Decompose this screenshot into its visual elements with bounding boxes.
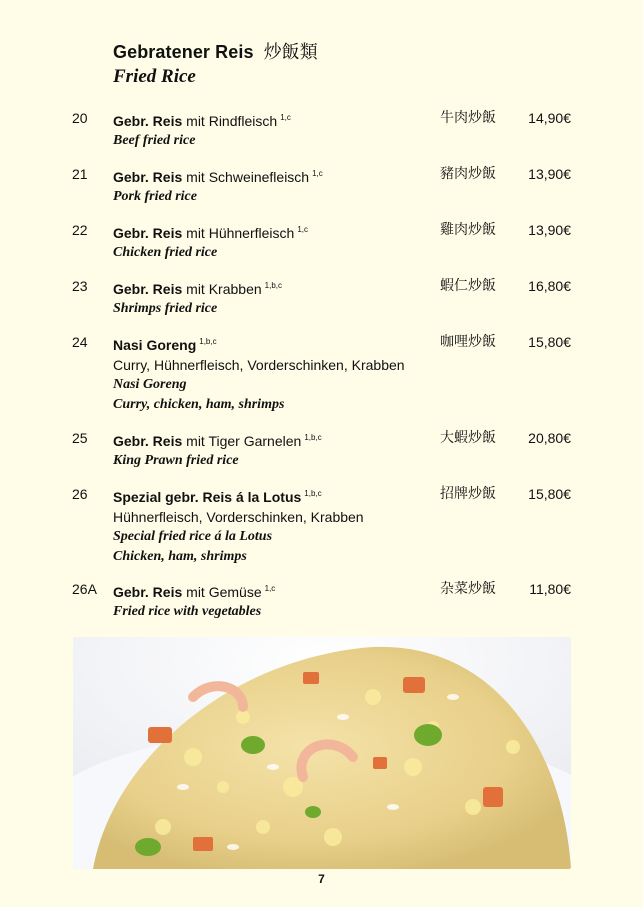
item-description	[113, 332, 433, 415]
item-name-rest: mit Krabben	[182, 281, 262, 297]
item-price: 15,80€	[528, 334, 571, 350]
item-name	[113, 276, 433, 299]
item-chinese-name: 招牌炒飯	[440, 486, 496, 502]
item-description	[113, 164, 433, 207]
section-header	[113, 38, 318, 88]
item-chinese-name: 杂菜炒飯	[440, 581, 496, 597]
item-number: 26A	[72, 581, 97, 597]
item-english: Beef fried rice	[113, 133, 196, 148]
item-name	[113, 108, 433, 131]
section-title-cn: 炒飯類	[263, 42, 318, 63]
item-english: Chicken fried rice	[113, 245, 218, 260]
item-english: Fried rice with vegetables	[113, 604, 262, 619]
item-name-rest: mit Tiger Garnelen	[182, 433, 302, 449]
section-title	[113, 38, 318, 64]
item-name-rest: mit Hühnerfleisch	[182, 225, 295, 241]
item-english: King Prawn fried rice	[113, 453, 239, 468]
item-number: 26	[72, 486, 88, 502]
page-number: 7	[318, 872, 325, 886]
item-name	[113, 579, 433, 602]
item-price: 13,90€	[528, 166, 571, 182]
section-title-de: Gebratener Reis	[113, 42, 254, 62]
allergen-codes: 1,c	[280, 113, 291, 122]
item-english: Nasi Goreng	[113, 377, 187, 392]
item-name-rest: mit Schweinefleisch	[182, 169, 310, 185]
item-price: 16,80€	[528, 278, 571, 294]
item-name-bold: Spezial gebr. Reis á la Lotus	[113, 489, 302, 505]
item-name	[113, 220, 433, 243]
item-english: Pork fried rice	[113, 189, 197, 204]
item-price: 14,90€	[528, 110, 571, 126]
item-price: 15,80€	[528, 486, 571, 502]
item-price: 11,80€	[529, 581, 571, 597]
allergen-codes: 1,b,c	[264, 281, 282, 290]
item-name-bold: Gebr. Reis	[113, 433, 183, 449]
item-name	[113, 484, 433, 507]
item-name	[113, 164, 433, 187]
item-chinese-name: 咖哩炒飯	[440, 334, 496, 350]
item-name-bold: Gebr. Reis	[113, 225, 183, 241]
item-chinese-name: 牛肉炒飯	[440, 110, 496, 126]
allergen-codes: 1,b,c	[304, 433, 322, 442]
item-number: 25	[72, 430, 88, 446]
item-english: Shrimps fried rice	[113, 301, 218, 316]
item-number: 24	[72, 334, 88, 350]
item-number: 21	[72, 166, 88, 182]
item-ingredients: Curry, Hühnerfleisch, Vorderschinken, Krabben	[113, 357, 405, 373]
item-number: 22	[72, 222, 88, 238]
item-number: 20	[72, 110, 88, 126]
item-name-bold: Nasi Goreng	[113, 337, 197, 353]
item-english: Chicken, ham, shrimps	[113, 549, 247, 564]
allergen-codes: 1,b,c	[199, 337, 217, 346]
item-description	[113, 579, 433, 622]
item-english: Curry, chicken, ham, shrimps	[113, 397, 285, 412]
item-chinese-name: 蝦仁炒飯	[440, 278, 496, 294]
item-description	[113, 428, 433, 471]
fried-rice-photo	[73, 637, 571, 869]
item-name-bold: Gebr. Reis	[113, 281, 183, 297]
item-name-rest: mit Gemüse	[182, 584, 262, 600]
item-chinese-name: 豬肉炒飯	[440, 166, 496, 182]
item-name-bold: Gebr. Reis	[113, 584, 183, 600]
item-number: 23	[72, 278, 88, 294]
item-name-bold: Gebr. Reis	[113, 169, 183, 185]
item-description	[113, 108, 433, 151]
allergen-codes: 1,c	[312, 169, 323, 178]
item-english: Special fried rice á la Lotus	[113, 529, 273, 544]
item-ingredients: Hühnerfleisch, Vorderschinken, Krabben	[113, 509, 364, 525]
item-name-bold: Gebr. Reis	[113, 113, 183, 129]
allergen-codes: 1,c	[264, 584, 276, 593]
allergen-codes: 1,b,c	[304, 489, 322, 498]
item-price: 13,90€	[528, 222, 571, 238]
allergen-codes: 1,c	[297, 225, 308, 234]
item-price: 20,80€	[528, 430, 571, 446]
item-name-rest: mit Rindfleisch	[182, 113, 278, 129]
item-description	[113, 276, 433, 319]
item-chinese-name: 大蝦炒飯	[440, 430, 496, 446]
item-description	[113, 484, 433, 567]
item-chinese-name: 雞肉炒飯	[440, 222, 496, 238]
item-description	[113, 220, 433, 263]
item-name	[113, 428, 433, 451]
item-name	[113, 332, 433, 355]
section-subtitle: Fried Rice	[113, 66, 196, 87]
